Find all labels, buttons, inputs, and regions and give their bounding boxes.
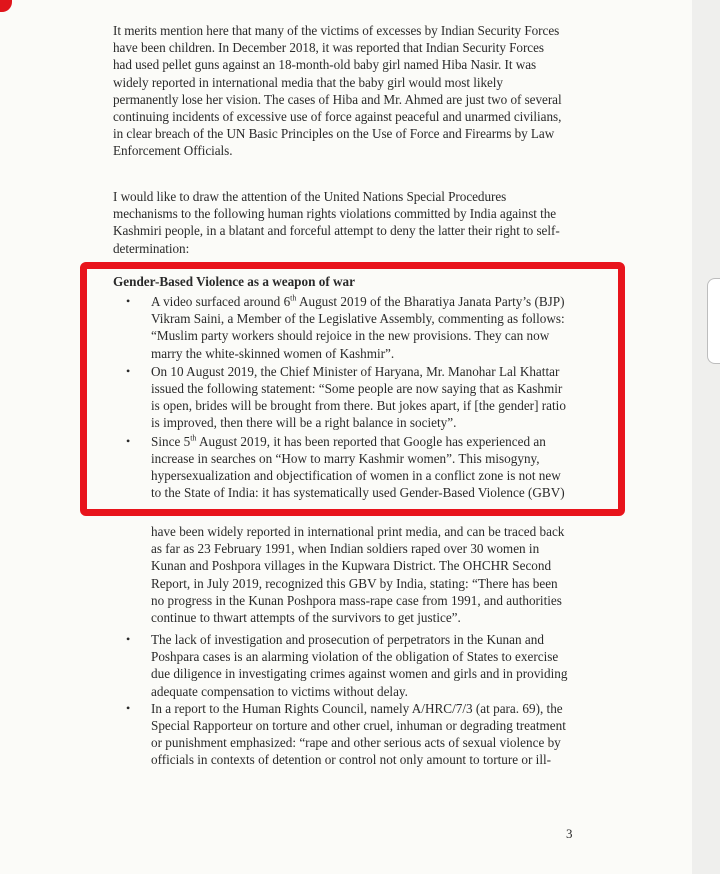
bullet-icon: • xyxy=(126,632,131,646)
violations-bullet-list xyxy=(126,631,586,769)
text-line: continuing incidents of excessive use of force against peaceful and unarmed civilians, xyxy=(113,109,562,125)
text-line: Vikram Saini, a Member of the Legislative Assembly, commenting as follows: xyxy=(151,311,565,327)
text-line: to the State of India: it has systematically used Gender-Based Violence (GBV) xyxy=(151,485,565,501)
text-line: in clear breach of the UN Basic Principles on the Use of Force and Firearms by Law xyxy=(113,126,555,142)
superscript: th xyxy=(290,293,297,303)
paragraph-draw-attention xyxy=(113,188,583,257)
red-highlight-box xyxy=(80,262,625,516)
bullet-continuation xyxy=(151,523,591,626)
text-line: Special Rapporteur on torture and other cruel, inhuman or degrading treatment xyxy=(151,718,566,734)
text-line: permanently lose her vision. The cases of Hiba and Mr. Ahmed are just two of several xyxy=(113,91,562,107)
corner-marker xyxy=(0,0,12,12)
text-fragment: August 2019, it has been reported that Google has experienced an xyxy=(196,433,546,449)
text-line: hypersexualization and objectification of women in a conflict zone is not new xyxy=(151,468,561,484)
text-line: I would like to draw the attention of the United Nations Special Procedures xyxy=(113,189,507,204)
list-item xyxy=(126,631,586,700)
text-line: adequate compensation to victims without delay. xyxy=(151,683,408,699)
text-line: mechanisms to the following human rights violations committed by India against the xyxy=(113,206,557,222)
text-line: Report, in July 2019, recognized this GBV by India, stating: “There has been xyxy=(151,575,558,591)
bullet-icon: • xyxy=(126,363,131,378)
text-line: had used pellet guns against an 18-month-old baby girl named Hiba Nasir. It was xyxy=(113,57,537,73)
text-line: continue to thwart attempts of the survivors to get justice”. xyxy=(151,610,461,626)
text-line: The lack of investigation and prosecution of perpetrators in the Kunan and xyxy=(151,632,544,647)
text-line: determination: xyxy=(113,240,190,256)
text-line: Kashmiri people, in a blatant and forceful attempt to deny the latter their right to self- xyxy=(113,223,560,239)
bullet-icon: • xyxy=(126,700,131,715)
list-item xyxy=(126,700,586,769)
text-line: due diligence in investigating crimes against women and girls and in providing xyxy=(151,666,568,682)
text-line: widely reported in international media that the baby girl would most likely xyxy=(113,74,503,90)
text-line: It merits mention here that many of the victims of excesses by Indian Security Forces xyxy=(113,23,560,38)
superscript: th xyxy=(190,433,197,443)
bullet-icon: • xyxy=(126,294,131,308)
text-line: is improved, then there will be a right balance in society”. xyxy=(151,415,457,431)
text-line: as far as 23 February 1991, when Indian soldiers raped over 30 women in xyxy=(151,541,540,557)
scroll-handle[interactable] xyxy=(707,278,720,364)
text-fragment: A video surfaced around 6 xyxy=(151,294,291,309)
paragraph-victims-children xyxy=(113,22,583,160)
text-fragment: August 2019 of the Bharatiya Janata Party’s (BJP) xyxy=(296,294,565,309)
page-number: 3 xyxy=(566,826,573,841)
text-line: increase in searches on “How to marry Kashmir women”. This misogyny, xyxy=(151,450,540,466)
text-line: “Muslim party workers should rejoice in the new provisions. They can now xyxy=(151,328,550,344)
text-line: or punishment emphasized: “rape and other serious acts of sexual violence by xyxy=(151,735,561,751)
text-line: is open, brides will be brought from there. But jokes apart, if [the gender] ratio xyxy=(151,398,566,414)
side-panel xyxy=(692,0,720,874)
text-line: On 10 August 2019, the Chief Minister of Haryana, Mr. Manohar Lal Khattar xyxy=(151,363,560,379)
bullet-icon: • xyxy=(126,433,131,448)
text-line: In a report to the Human Rights Council, namely A/HRC/7/3 (at para. 69), the xyxy=(151,700,563,716)
section-heading: Gender-Based Violence as a weapon of war xyxy=(113,274,355,289)
text-line: officials in contexts of detention or control not only amount to torture or ill- xyxy=(151,752,552,768)
text-line: no progress in the Kunan Poshpora mass-rape case from 1991, and authorities xyxy=(151,592,562,608)
text-line: Enforcement Officials. xyxy=(113,143,233,159)
text-line: issued the following statement: “Some people are now saying that as Kashmir xyxy=(151,381,563,397)
text-fragment: Since 5 xyxy=(151,433,191,449)
text-line: Poshpara cases is an alarming violation of the obligation of States to exercise xyxy=(151,649,559,665)
text-line: have been children. In December 2018, it was reported that Indian Security Forces xyxy=(113,40,544,56)
text-line: marry the white-skinned women of Kashmir”. xyxy=(151,345,395,361)
text-line: Kunan and Poshpora villages in the Kupwara District. The OHCHR Second xyxy=(151,558,552,574)
text-line: have been widely reported in international print media, and can be traced back xyxy=(151,524,565,539)
